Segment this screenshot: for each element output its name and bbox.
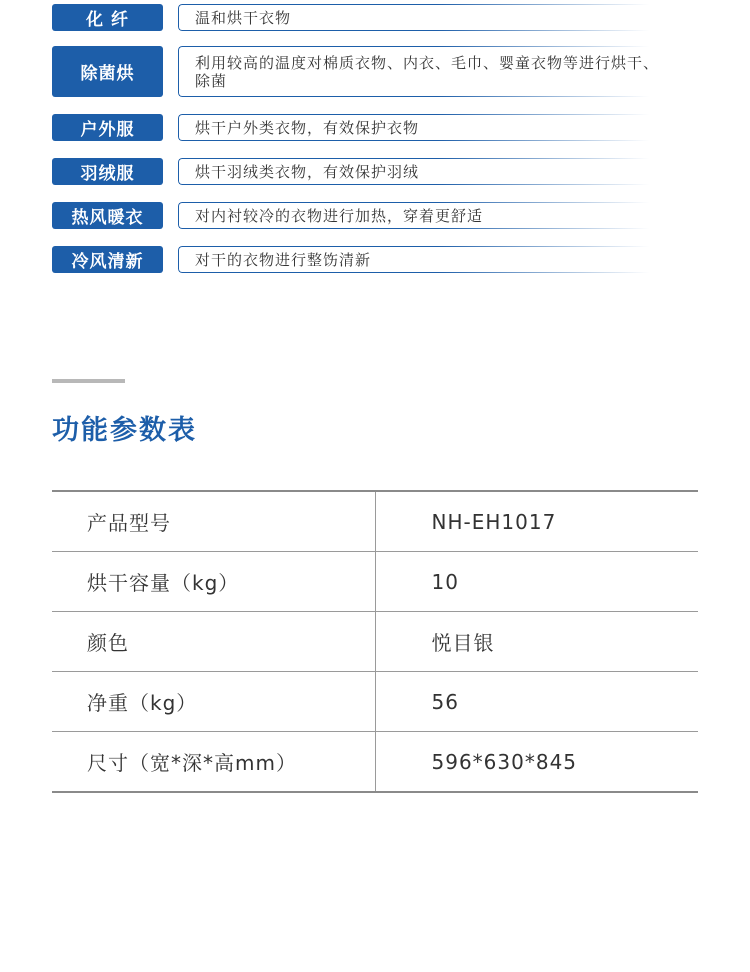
mode-desc: 烘干羽绒类衣物，有效保护羽绒 bbox=[195, 162, 420, 181]
mode-row-cool-refresh bbox=[52, 246, 702, 273]
section-divider bbox=[52, 379, 125, 383]
mode-desc: 利用较高的温度对棉质衣物、内衣、毛巾、婴童衣物等进行烘干、除菌 bbox=[195, 53, 660, 90]
mode-tag: 化 纤 bbox=[52, 4, 163, 31]
mode-row-warm-air bbox=[52, 202, 702, 229]
spec-key: 净重（kg） bbox=[52, 672, 375, 732]
table-row bbox=[52, 552, 698, 612]
mode-tag: 户外服 bbox=[52, 114, 163, 141]
mode-desc: 烘干户外类衣物，有效保护衣物 bbox=[195, 118, 420, 137]
mode-tag: 除菌烘 bbox=[52, 46, 163, 97]
spec-value: 悦目银 bbox=[375, 612, 698, 672]
table-row bbox=[52, 672, 698, 732]
mode-desc: 温和烘干衣物 bbox=[195, 8, 292, 27]
spec-value: NH-EH1017 bbox=[375, 491, 698, 552]
table-row bbox=[52, 612, 698, 672]
spec-key: 颜色 bbox=[52, 612, 375, 672]
spec-value: 10 bbox=[375, 552, 698, 612]
mode-tag: 羽绒服 bbox=[52, 158, 163, 185]
mode-row-synthetic bbox=[52, 4, 702, 31]
mode-row-outdoor bbox=[52, 114, 702, 141]
spec-key: 尺寸（宽*深*高mm） bbox=[52, 732, 375, 793]
spec-table bbox=[52, 490, 698, 793]
mode-tag: 热风暖衣 bbox=[52, 202, 163, 229]
mode-tag: 冷风清新 bbox=[52, 246, 163, 273]
spec-value: 596*630*845 bbox=[375, 732, 698, 793]
spec-key: 烘干容量（kg） bbox=[52, 552, 375, 612]
mode-row-down bbox=[52, 158, 702, 185]
table-row bbox=[52, 732, 698, 793]
mode-row-sterilize bbox=[52, 46, 702, 97]
mode-desc: 对干的衣物进行整饬清新 bbox=[195, 250, 372, 269]
spec-key: 产品型号 bbox=[52, 491, 375, 552]
table-row bbox=[52, 491, 698, 552]
mode-desc: 对内衬较冷的衣物进行加热，穿着更舒适 bbox=[195, 206, 484, 225]
section-title: 功能参数表 bbox=[52, 415, 197, 446]
spec-value: 56 bbox=[375, 672, 698, 732]
